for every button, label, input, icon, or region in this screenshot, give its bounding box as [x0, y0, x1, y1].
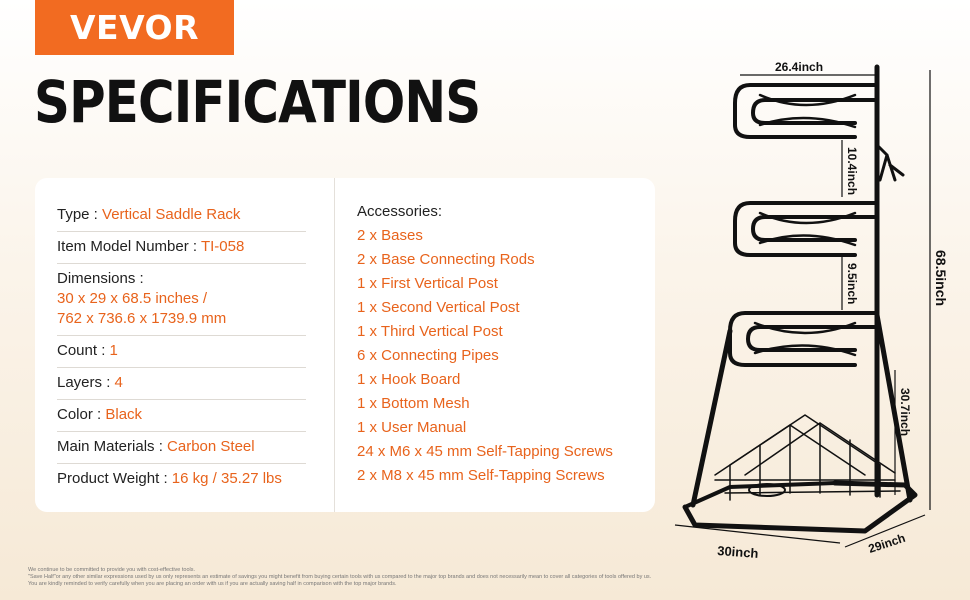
dim-base-width: 30inch — [716, 543, 759, 561]
dim-lower-height: 30.7inch — [898, 388, 912, 437]
dim-top-width: 26.4inch — [775, 60, 824, 74]
footer-disclaimer — [28, 567, 928, 588]
spec-row-weight — [57, 464, 306, 495]
accessory-item: 6 x Connecting Pipes — [357, 347, 499, 364]
spec-row-type — [57, 200, 306, 232]
dim-base-depth: 29inch — [866, 530, 908, 556]
spec-value: Black — [105, 406, 143, 423]
spec-label: Main Materials : — [57, 438, 163, 455]
accessory-item: 2 x M8 x 45 mm Self-Tapping Screws — [357, 467, 605, 484]
hook-board — [877, 145, 903, 180]
spec-label: Type : — [57, 206, 98, 223]
spec-label: Dimensions : — [57, 270, 144, 287]
spec-label: Count : — [57, 342, 106, 359]
spec-label: Layers : — [57, 374, 111, 391]
spec-value-line1: 30 x 29 x 68.5 inches / — [57, 290, 208, 307]
spec-row-layers — [57, 368, 306, 400]
spec-label: Product Weight : — [57, 470, 168, 487]
accessory-item: 2 x Bases — [357, 227, 423, 244]
dim-gap2: 9.5inch — [845, 263, 859, 305]
saddle-arm-1 — [735, 85, 875, 137]
accessory-item: 2 x Base Connecting Rods — [357, 251, 535, 268]
accessory-item: 24 x M6 x 45 mm Self-Tapping Screws — [357, 443, 613, 460]
spec-row-count — [57, 336, 306, 368]
spec-value: 1 — [109, 342, 118, 359]
page-title: SPECIFICATIONS — [34, 68, 481, 136]
spec-value: TI-058 — [200, 238, 245, 255]
footer-line: We continue to be committed to provide you with cost-effective tools. — [28, 567, 196, 573]
card-divider — [334, 178, 335, 512]
accessories-title: Accessories: — [357, 203, 443, 220]
spec-label: Item Model Number : — [57, 238, 198, 255]
spec-row-dimensions — [57, 264, 306, 336]
spec-value-line2: 762 x 736.6 x 1739.9 mm — [57, 310, 227, 327]
spec-value: Vertical Saddle Rack — [102, 206, 241, 223]
accessory-item: 1 x First Vertical Post — [357, 275, 498, 292]
dim-gap1: 10.4inch — [845, 147, 859, 196]
spec-value: 4 — [114, 374, 123, 391]
accessory-item: 1 x Second Vertical Post — [357, 299, 520, 316]
spec-row-model — [57, 232, 306, 264]
spec-label: Color : — [57, 406, 102, 423]
spec-value: 16 kg / 35.27 lbs — [171, 470, 282, 487]
accessory-item: 1 x Bottom Mesh — [357, 395, 470, 412]
saddle-rack-illustration — [655, 55, 970, 565]
dim-total-height: 68.5inch — [933, 250, 949, 307]
accessory-item: 1 x User Manual — [357, 419, 467, 436]
brand-logo — [35, 0, 234, 55]
brand-logo-text: VEVOR — [69, 8, 199, 47]
accessories-list — [357, 200, 613, 488]
spec-card — [35, 178, 655, 512]
spec-row-materials — [57, 432, 306, 464]
saddle-arm-2 — [735, 203, 875, 255]
accessory-item: 1 x Third Vertical Post — [357, 323, 503, 340]
spec-list — [57, 200, 306, 495]
spec-row-color — [57, 400, 306, 432]
saddle-arm-3 — [730, 313, 875, 365]
footer-line: "Save Half"or any other similar expressions used by us only represents an estimate of savings you might benefit from buying certain tools with us compared to the major top brands and does not necessarily mean to cover all categories of tools offered by us. — [28, 574, 652, 580]
accessory-item: 1 x Hook Board — [357, 371, 461, 388]
front-leg-left — [693, 331, 730, 505]
footer-line: You are kindly reminded to verify carefully when you are placing an order with us if you are actually saving half in comparison with the top major brands. — [28, 581, 397, 587]
spec-value: Carbon Steel — [167, 438, 255, 455]
